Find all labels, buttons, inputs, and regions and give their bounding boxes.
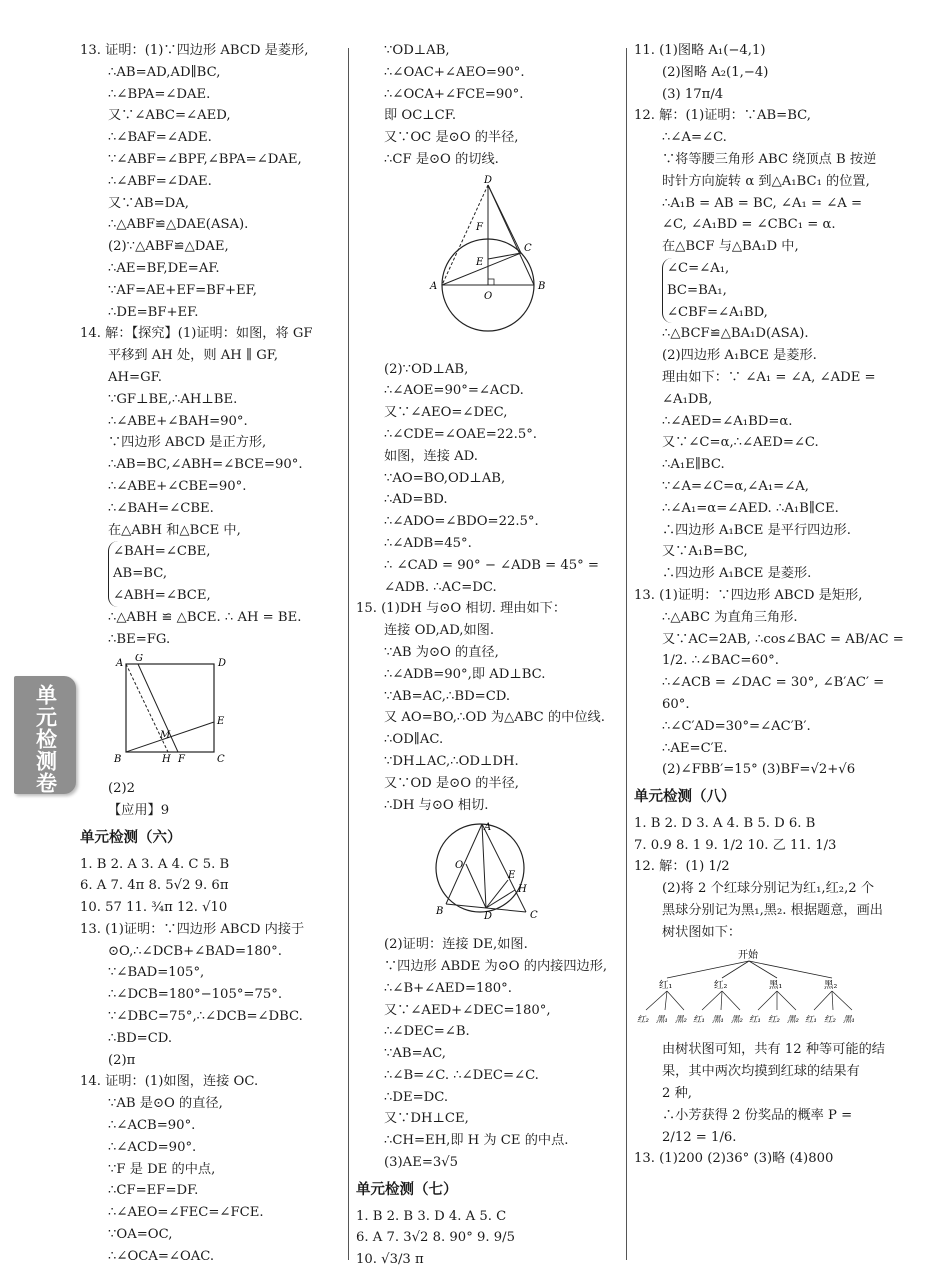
- text-line: 又∵DH⊥CE,: [384, 1111, 469, 1127]
- text-line: ∴∠ABF=∠DAE.: [108, 173, 212, 189]
- text-line: ∴∠ADO=∠BDO=22.5°.: [384, 514, 539, 530]
- label-B: B: [114, 754, 122, 765]
- tree-node: 红₁: [659, 979, 673, 991]
- column-3: [634, 40, 904, 1170]
- text-line: ∠BAH=∠CBE,: [113, 544, 211, 560]
- text-line: 即 OC⊥CF.: [384, 108, 457, 124]
- text-line: 又∵OC 是⊙O 的半径,: [384, 130, 519, 146]
- text-line: ∴∠AOE=90°=∠ACD.: [384, 383, 524, 399]
- label-O: O: [455, 860, 464, 872]
- label-H: H: [518, 884, 527, 896]
- tree-leaf: 黑₂: [731, 1014, 743, 1025]
- tree-node: 黑₁: [769, 979, 783, 991]
- text-line: ∴∠ACB = ∠DAC = 30°, ∠B′AC′ =: [662, 675, 885, 691]
- circle-triangle-diagram: [422, 820, 552, 920]
- tree-root: 开始: [738, 949, 758, 961]
- text-line: ∵AF=AE+EF=BF+EF,: [108, 282, 257, 298]
- text-line: ∵AO=BO,OD⊥AB,: [384, 470, 506, 486]
- label-A: A: [430, 280, 438, 292]
- text-line: ∴ ∠CAD = 90° − ∠ADB = 45° =: [384, 557, 599, 573]
- text-line: 13. 证明：(1)∵四边形 ABCD 是菱形,: [80, 43, 309, 58]
- tree-leaf: 黑₂: [787, 1014, 799, 1025]
- text-line: 在△BCF 与△BA₁D 中,: [662, 239, 799, 255]
- text-line: ∠CBF=∠A₁BD,: [667, 304, 768, 320]
- text-line: 2 种,: [662, 1086, 692, 1102]
- text-line: ∴BD=CD.: [108, 1030, 173, 1046]
- text-line: 理由如下：∵ ∠A₁ = ∠A, ∠ADE =: [662, 369, 876, 385]
- q13-rect-solution: [634, 585, 904, 781]
- label-F: F: [476, 221, 483, 233]
- text-line: ∴∠DCB=180°−105°=75°.: [108, 987, 283, 1003]
- text-line: ∴∠C′AD=30°=∠AC′B′.: [662, 718, 811, 734]
- text-line: ∵∠DBC=75°,∴∠DCB=∠DBC.: [108, 1009, 303, 1025]
- text-line: ∵∠ABF=∠BPF,∠BPA=∠DAE,: [108, 151, 302, 167]
- section-heading-7: 单元检测（七）: [356, 1181, 458, 1198]
- text-line: 连接 OD,AD,如图.: [384, 623, 495, 639]
- text-line: ∴∠AED=∠A₁BD=α.: [662, 413, 793, 429]
- text-line: 树状图如下：: [662, 924, 742, 940]
- text-line: 又∵∠AED+∠DEC=180°,: [384, 1002, 551, 1018]
- text-line: 又 AO=BO,∴OD 为△ABC 的中位线.: [384, 710, 605, 726]
- label-F: F: [178, 754, 185, 765]
- text-line: ∴∠BPA=∠DAE.: [108, 86, 211, 102]
- text-line: BC=BA₁,: [667, 282, 727, 298]
- text-line: ∴△ABH ≌ △BCE. ∴ AH = BE.: [108, 609, 302, 625]
- text-line: 在△ABH 和△BCE 中,: [108, 522, 241, 538]
- text-line: (3)AE=3√5: [384, 1155, 459, 1171]
- answer-line: 10. √3/3 π: [356, 1252, 424, 1268]
- text-line: 11. (1)图略 A₁(−4,1): [634, 43, 766, 58]
- text-line: 15. (1)DH 与⊙O 相切. 理由如下：: [356, 601, 567, 617]
- text-line: 12. 解：(1)证明：∵AB=BC,: [634, 108, 811, 124]
- tree-leaf: 红₂: [824, 1014, 836, 1025]
- text-line: ∴A₁B = AB = BC, ∠A₁ = ∠A =: [662, 195, 863, 211]
- text-line: ∴∠OCA=∠OAC.: [108, 1248, 215, 1264]
- text-line: 【应用】9: [108, 802, 170, 818]
- column-2: [356, 40, 618, 1271]
- tree-leaf: 黑₂: [675, 1014, 687, 1025]
- text-line: ∴∠ABE+∠BAH=90°.: [108, 413, 248, 429]
- circle-figure-2: [356, 820, 618, 928]
- text-line: ∴∠OAC+∠AEO=90°.: [384, 64, 525, 80]
- square-diagram: [108, 654, 228, 764]
- q14-solution: [80, 323, 342, 821]
- circle-tangent-diagram: [426, 175, 556, 345]
- answer-line: 7. 0.9 8. 1 9. 1/2 10. 乙 11. 1/3: [634, 837, 837, 853]
- text-line: ∴△ABF≌△DAE(ASA).: [108, 217, 249, 233]
- tree-leaf: 黑₁: [656, 1014, 668, 1025]
- label-C: C: [217, 754, 225, 765]
- text-line: ∴BE=FG.: [108, 631, 171, 647]
- label-O: O: [484, 290, 493, 302]
- text-line: ∴∠DEC=∠B.: [384, 1024, 470, 1040]
- label-C: C: [524, 242, 532, 254]
- text-line: ∴∠A₁=α=∠AED. ∴A₁B∥CE.: [662, 500, 839, 516]
- text-line: ∴∠BAH=∠CBE.: [108, 500, 214, 516]
- text-line: ∴∠BAF=∠ADE.: [108, 130, 212, 146]
- text-line: ∴DE=DC.: [384, 1089, 449, 1105]
- label-D: D: [484, 174, 493, 186]
- text-line: ∵AB=AC,∴BD=CD.: [384, 688, 511, 704]
- tree-leaf: 黑₁: [712, 1014, 724, 1025]
- text-line: ∴∠ADB=90°,即 AD⊥BC.: [384, 666, 546, 682]
- text-line: AB=BC,: [113, 566, 168, 582]
- side-tab: 单元检测卷: [14, 676, 76, 794]
- text-line: (2)π: [108, 1052, 136, 1068]
- label-B: B: [538, 280, 546, 292]
- text-line: ∵四边形 ABCD 是正方形,: [108, 435, 267, 451]
- text-line: 又∵A₁B=BC,: [662, 544, 748, 560]
- text-line: ∠ADB. ∴AC=DC.: [384, 579, 497, 595]
- text-line: (2)将 2 个红球分别记为红₁,红₂,2 个: [662, 881, 875, 897]
- text-line: ∴CF 是⊙O 的切线.: [384, 151, 499, 167]
- text-line: (2)∵△ABF≌△DAE,: [108, 239, 229, 255]
- text-line: 又∵AB=DA,: [108, 195, 189, 211]
- tree-leaf: 红₂: [637, 1014, 649, 1025]
- answer-line: 1. B 2. B 3. D 4. A 5. C: [356, 1208, 507, 1224]
- text-line: 1/2. ∴∠BAC=60°.: [662, 653, 779, 669]
- text-line: ∴AE=C′E.: [662, 740, 728, 756]
- text-line: ∴∠ACD=90°.: [108, 1139, 197, 1155]
- square-figure: [80, 654, 342, 772]
- answer-line: 10. 57 11. ¾π 12. √10: [80, 900, 228, 916]
- answer-line: 6. A 7. 3√2 8. 90° 9. 9/5: [356, 1230, 515, 1246]
- text-line: (2)∵OD⊥AB,: [384, 361, 469, 377]
- label-G: G: [135, 654, 143, 665]
- equation-brace: [108, 541, 211, 606]
- text-line: ∴AB=BC,∠ABH=∠BCE=90°.: [108, 457, 303, 473]
- text-line: ∵AB 为⊙O 的直径,: [384, 644, 499, 660]
- tree-node: 黑₂: [824, 979, 838, 991]
- text-line: ∠C=∠A₁,: [667, 260, 730, 276]
- text-line: 又∵∠C=α,∴∠AED=∠C.: [662, 435, 819, 451]
- text-line: ∴∠A=∠C.: [662, 130, 727, 146]
- text-line: (2)证明：连接 DE,如图.: [384, 937, 528, 953]
- text-line: ∵AB 是⊙O 的直径,: [108, 1096, 223, 1112]
- text-line: ∴∠OCA+∠FCE=90°.: [384, 86, 524, 102]
- text-line: ∴∠CDE=∠OAE=22.5°.: [384, 426, 537, 442]
- answer-line: 1. B 2. D 3. A 4. B 5. D 6. B: [634, 815, 816, 831]
- text-line: ∴DE=BF+EF.: [108, 304, 199, 320]
- text-line: ∴∠ABE+∠CBE=90°.: [108, 478, 247, 494]
- text-line: ∴AE=BF,DE=AF.: [108, 260, 220, 276]
- circle-figure-1: [356, 175, 618, 353]
- text-line: ∴AB=AD,AD∥BC,: [108, 64, 221, 80]
- text-line: ∴∠B=∠C. ∴∠DEC=∠C.: [384, 1067, 539, 1083]
- text-line: ∠C, ∠A₁BD = ∠CBC₁ = α.: [662, 217, 836, 233]
- q13b-solution: [80, 919, 342, 1072]
- text-line: 12. 解：(1) 1/2: [634, 859, 730, 875]
- text-line: ∴∠ADB=45°.: [384, 535, 472, 551]
- section-heading-8: 单元检测（八）: [634, 789, 736, 806]
- tree-leaf: 黑₁: [843, 1014, 855, 1025]
- text-line: (2)图略 A₂(1,−4): [662, 64, 769, 80]
- text-line: 又∵∠ABC=∠AED,: [108, 108, 231, 124]
- q15-solution: [356, 598, 618, 816]
- text-line: 时针方向旋转 α 到△A₁BC₁ 的位置,: [662, 173, 870, 189]
- text-line: 13. (1)证明：∵四边形 ABCD 是矩形,: [634, 587, 863, 603]
- text-line: ∴四边形 A₁BCE 是菱形.: [662, 566, 812, 582]
- tree-node: 红₂: [714, 979, 728, 991]
- text-line: 黑球分别记为黑₁,黑₂. 根据题意，画出: [662, 903, 883, 919]
- label-A: A: [484, 822, 492, 834]
- tree-leaf: 红₁: [749, 1014, 761, 1025]
- text-line: (2)四边形 A₁BCE 是菱形.: [662, 348, 817, 364]
- text-line: AH=GF.: [108, 369, 162, 385]
- tree-diagram: [634, 948, 896, 1034]
- text-line: 13. (1)证明：∵四边形 ABCD 内接于: [80, 921, 305, 937]
- text-line: ∵GF⊥BE,∴AH⊥BE.: [108, 391, 238, 407]
- text-line: 果，其中两次均摸到红球的结果有: [662, 1064, 860, 1080]
- text-line: 由树状图可知，共有 12 种等可能的结: [662, 1042, 885, 1058]
- text-line: ∠ABH=∠BCE,: [113, 587, 211, 603]
- text-line: ∴△BCF≌△BA₁D(ASA).: [662, 326, 809, 342]
- label-E: E: [217, 716, 225, 728]
- text-line: ∵OA=OC,: [108, 1227, 173, 1243]
- text-line: ∴CH=EH,即 H 为 CE 的中点.: [384, 1133, 569, 1149]
- answer-line: 6. A 7. 4π 8. 5√2 9. 6π: [80, 878, 229, 894]
- text-line: ∴△ABC 为直角三角形.: [662, 609, 798, 625]
- text-line: ∴A₁E∥BC.: [662, 457, 725, 473]
- text-line: 又∵∠AEO=∠DEC,: [384, 405, 508, 421]
- text-line: ∵∠A=∠C=α,∠A₁=∠A,: [662, 478, 809, 494]
- text-line: ∴四边形 A₁BCE 是平行四边形.: [662, 522, 851, 538]
- text-line: 又∵AC=2AB, ∴cos∠BAC = AB/AC =: [662, 631, 904, 647]
- text-line: 2/12 = 1/6.: [662, 1129, 737, 1145]
- text-line: (2)2: [108, 781, 136, 797]
- equation-brace: [662, 258, 768, 323]
- q13-solution: [80, 40, 342, 323]
- section-heading-6: 单元检测（六）: [80, 829, 182, 846]
- probability-tree: [634, 948, 864, 1026]
- text-line: ∴∠AEO=∠FEC=∠FCE.: [108, 1205, 264, 1221]
- label-E: E: [476, 256, 484, 268]
- text-line: ∴∠B+∠AED=180°.: [384, 980, 512, 996]
- text-line: ∵∠BAD=105°,: [108, 965, 205, 981]
- text-line: ∵DH⊥AC,∴OD⊥DH.: [384, 753, 519, 769]
- text-line: 如图，连接 AD.: [384, 448, 478, 464]
- text-line: ∴小芳获得 2 份奖品的概率 P =: [662, 1107, 853, 1123]
- label-D: D: [218, 658, 227, 670]
- text-line: ∴CF=EF=DF.: [108, 1183, 199, 1199]
- text-line: (2)∠FBB′=15° (3)BF=√2+√6: [662, 762, 856, 778]
- text-line: ∵四边形 ABDE 为⊙O 的内接四边形,: [384, 958, 608, 974]
- q12-solution: [634, 105, 896, 585]
- text-line: ∴AD=BD.: [384, 492, 448, 508]
- text-line: ∴DH 与⊙O 相切.: [384, 797, 489, 813]
- label-M: M: [160, 730, 171, 742]
- label-H: H: [162, 754, 171, 765]
- text-line: (3) 17π/4: [662, 86, 724, 102]
- tree-leaf: 红₁: [693, 1014, 705, 1025]
- answer-line: 1. B 2. A 3. A 4. C 5. B: [80, 856, 230, 872]
- q14b-solution: [80, 1071, 342, 1267]
- tree-leaf: 红₁: [805, 1014, 817, 1025]
- text-line: ∵AB=AC,: [384, 1046, 446, 1062]
- text-line: 又∵OD 是⊙O 的半径,: [384, 775, 519, 791]
- text-line: ∵OD⊥AB,: [384, 43, 450, 58]
- column-1: [80, 40, 342, 1268]
- label-D: D: [484, 911, 493, 921]
- text-line: ∵将等腰三角形 ABC 绕顶点 B 按逆: [662, 151, 877, 167]
- label-B: B: [436, 906, 444, 918]
- text-line: ∠A₁DB,: [662, 391, 713, 407]
- text-line: ∴∠ACB=90°.: [108, 1118, 196, 1134]
- tree-leaf: 红₂: [768, 1014, 780, 1025]
- text-line: 14. 证明：(1)如图，连接 OC.: [80, 1074, 259, 1090]
- text-line: 13. (1)200 (2)36° (3)略 (4)800: [634, 1151, 834, 1167]
- label-C: C: [530, 910, 538, 921]
- text-line: ∴OD∥AC.: [384, 732, 444, 748]
- text-line: ∵F 是 DE 的中点,: [108, 1161, 216, 1177]
- text-line: 60°.: [662, 696, 690, 712]
- text-line: 平移到 AH 处，则 AH ∥ GF,: [108, 348, 279, 364]
- label-E: E: [508, 870, 516, 882]
- text-line: ⊙O,∴∠DCB+∠BAD=180°.: [108, 943, 282, 959]
- label-A: A: [116, 658, 124, 670]
- text-line: 14. 解：【探究】(1)证明：如图，将 GF: [80, 326, 313, 342]
